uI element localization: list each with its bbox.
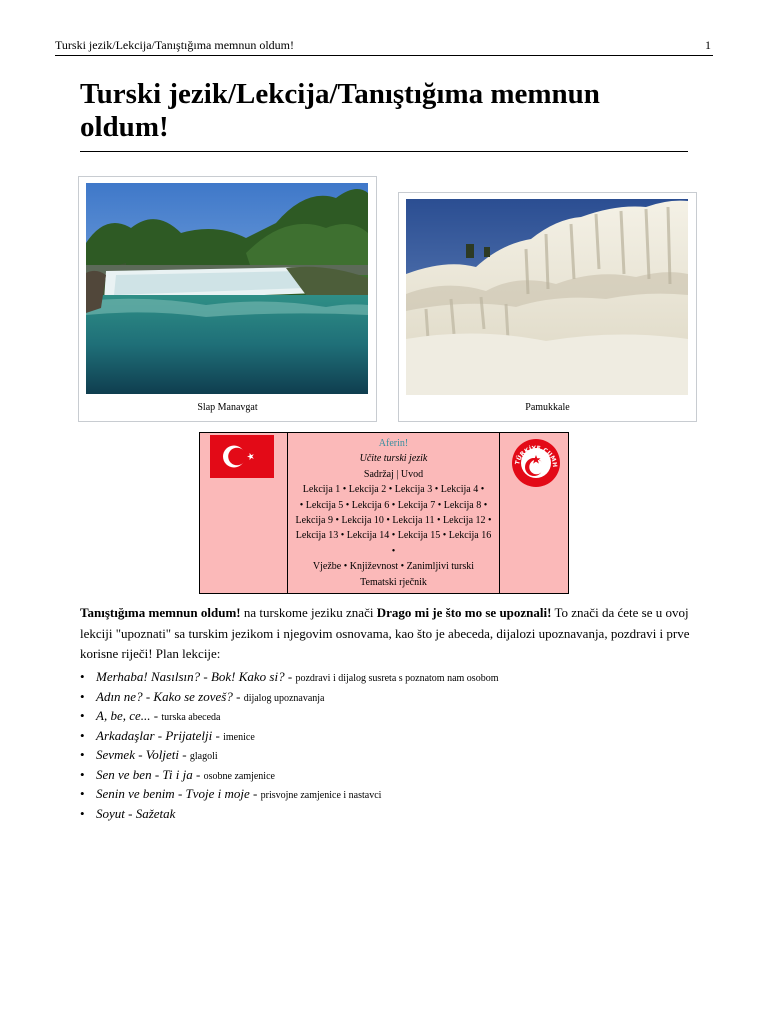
intro-phrase: Tanıştığıma memnun oldum!: [80, 605, 241, 620]
navbox-lessons-line[interactable]: Lekcija 9 • Lekcija 10 • Lekcija 11 • Lekcija 12 •: [295, 515, 492, 527]
navbox-lessons-line[interactable]: Lekcija 1 • Lekcija 2 • Lekcija 3 • Lekcija 4 •: [302, 484, 485, 496]
plan-link[interactable]: A, be, ce...: [96, 708, 151, 723]
svg-text:TÜRKİYE CUMHURİYETİ: TÜRKİYE CUMH: [514, 444, 559, 468]
intro-text: na turskome jeziku znači: [240, 605, 377, 620]
intro-meaning: Drago mi je što mo se upoznali!: [376, 605, 552, 620]
plan-link[interactable]: Soyut - Sažetak: [96, 805, 176, 821]
plan-description: dijalog upoznavanja: [243, 692, 325, 704]
emblem-cell: [499, 433, 568, 593]
plan-description: imenice: [223, 731, 255, 743]
navbox-subtitle: Učite turski jezik: [359, 453, 428, 465]
running-header: [55, 38, 713, 56]
navbox-lessons-line[interactable]: • Lekcija 5 • Lekcija 6 • Lekcija 7 • Lekcija 8 •: [299, 499, 488, 511]
plan-description: turska abeceda: [161, 712, 221, 723]
plan-link[interactable]: Arkadaşlar - Prijatelji: [96, 727, 213, 743]
list-item: • Sen ve ben - Ti i ja - osobne zamjenice: [80, 766, 275, 782]
list-item: • Soyut - Sažetak: [80, 805, 176, 821]
running-header-title: Turski jezik/Lekcija/Tanıştığıma memnun oldum!: [55, 38, 295, 52]
navbox-dictionary-link[interactable]: Tematski rječnik: [360, 576, 427, 588]
plan-description: glagoli: [189, 751, 218, 762]
plan-link[interactable]: Merhaba! Nasılsın? - Bok! Kako si?: [96, 669, 285, 684]
aferin-link[interactable]: Aferin!: [378, 438, 409, 449]
flag-cell: [200, 433, 288, 593]
navbox-contents-line[interactable]: Sadržaj | Uvod: [363, 468, 424, 480]
turkish-emblem-icon: [507, 433, 565, 491]
page-number: 1: [705, 38, 711, 52]
navbox-bullet: •: [391, 545, 396, 557]
figure-caption: Slap Manavgat: [197, 402, 258, 413]
intro-text: To znači da ćete se u ovoj lekciji "upoznati" sa turskim jezikom i njegovim osnovama, kao što je abeceda, dijalozi upoznavanja, pozdravi i prve korisne riječi! Plan lekcije:: [80, 605, 690, 661]
list-item: • Senin ve benim - Tvoje i moje - prisvojne zamjenice i nastavci: [80, 786, 382, 801]
turkish-flag-icon: [210, 435, 274, 478]
plan-description: pozdravi i dijalog susreta s poznatom nam osobom: [295, 673, 499, 684]
list-item: • A, be, ce... - turska abeceda: [80, 708, 221, 723]
navbox-extras-line[interactable]: Vježbe • Književnost • Zanimljivi turski: [312, 561, 475, 573]
plan-description: prisvojne zamjenice i nastavci: [260, 790, 382, 801]
lesson-navbox: [199, 432, 569, 594]
figure-caption: Pamukkale: [525, 402, 570, 413]
plan-link[interactable]: Senin ve benim - Tvoje i moje: [96, 786, 250, 801]
plan-link[interactable]: Sevmek - Voljeti: [96, 747, 180, 762]
navbox-links: [288, 436, 499, 590]
navbox-lessons-line[interactable]: Lekcija 13 • Lekcija 14 • Lekcija 15 • Lekcija 16: [295, 530, 492, 542]
list-item: • Merhaba! Nasılsın? - Bok! Kako si? - pozdravi i dijalog susreta s poznatom nam osobom: [80, 669, 499, 684]
plan-link[interactable]: Adın ne? - Kako se zoveš?: [96, 688, 233, 704]
intro-paragraph: [80, 603, 692, 665]
list-item: • Arkadaşlar - Prijatelji - imenice: [80, 727, 255, 743]
lesson-plan-list: [80, 667, 700, 823]
manavgat-waterfall-image[interactable]: [86, 183, 368, 394]
figure-pamukkale: [398, 192, 697, 422]
figure-manavgat: [78, 176, 377, 422]
title-divider: [80, 151, 688, 152]
pamukkale-image[interactable]: [406, 199, 688, 395]
plan-link[interactable]: Sen ve ben - Ti i ja: [96, 766, 193, 782]
list-item: • Adın ne? - Kako se zoveš? - dijalog upoznavanja: [80, 688, 325, 704]
page-title: Turski jezik/Lekcija/Tanıştığıma memnun oldum!: [80, 78, 600, 143]
list-item: • Sevmek - Voljeti - glagoli: [80, 747, 218, 762]
plan-description: osobne zamjenice: [203, 770, 275, 782]
